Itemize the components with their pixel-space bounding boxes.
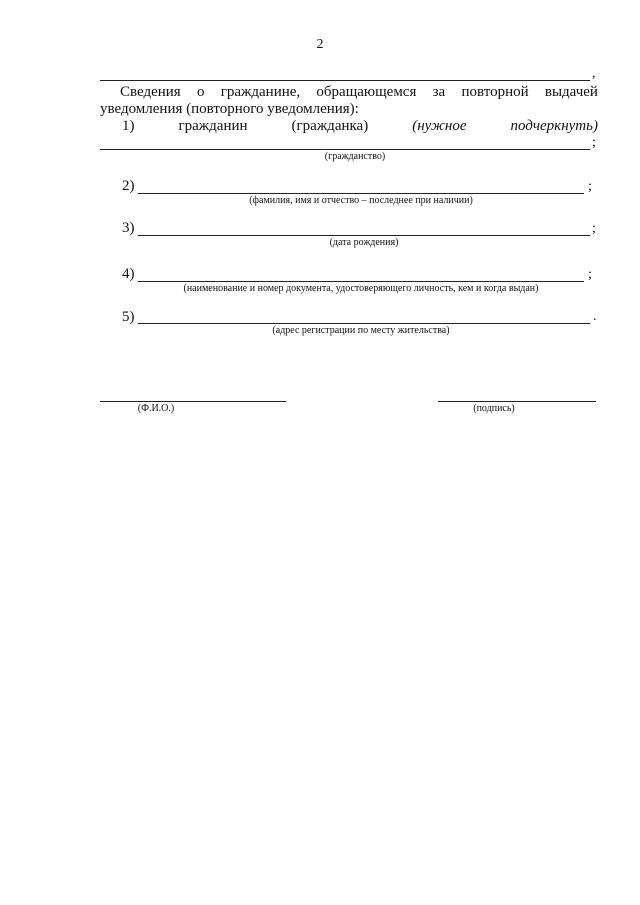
intro-line-2: уведомления (повторного уведомления): <box>100 101 359 117</box>
full-name-field-line[interactable] <box>138 193 584 194</box>
address-field-line[interactable] <box>138 323 590 324</box>
signature-line[interactable] <box>438 401 596 402</box>
id-document-field-line[interactable] <box>138 281 584 282</box>
item-1-italic-word: подчеркнуть) <box>510 118 598 134</box>
item-4-line-end: ; <box>588 267 592 282</box>
item-1-word: (гражданка) <box>291 118 369 134</box>
intro-word: выдачей <box>544 84 598 100</box>
item-1-word: гражданин <box>178 118 248 134</box>
citizenship-field-line[interactable] <box>100 149 590 150</box>
item-5-number: 5) <box>122 309 135 325</box>
intro-word: за <box>432 84 446 100</box>
item-3-number: 3) <box>122 220 135 236</box>
header-blank-line <box>100 80 590 81</box>
address-caption: (адрес регистрации по месту жительства) <box>272 325 450 336</box>
intro-word: обращающемся <box>316 84 417 100</box>
item-2-line-end: ; <box>588 179 592 194</box>
citizenship-caption: (гражданство) <box>324 151 386 162</box>
full-name-caption: (фамилия, имя и отчество – последнее при наличии) <box>249 195 473 206</box>
intro-line-1 <box>100 84 598 101</box>
header-line-end: , <box>592 66 596 81</box>
birth-date-caption: (дата рождения) <box>329 237 399 248</box>
item-4-number: 4) <box>122 266 135 282</box>
fio-signature-line[interactable] <box>100 401 286 402</box>
intro-word: о <box>196 84 205 100</box>
signature-caption: (подпись) <box>473 403 515 414</box>
item-2-number: 2) <box>122 178 135 194</box>
item-1-number: 1) <box>122 118 135 134</box>
item-1-italic-word: (нужное <box>412 118 467 134</box>
id-document-caption: (наименование и номер документа, удостоверяющего личность, кем и когда выдан) <box>183 283 539 294</box>
item-5-line-end: . <box>593 309 597 324</box>
item-1-line-end: ; <box>592 135 596 150</box>
item-1-text <box>122 118 598 135</box>
page-number: 2 <box>316 37 324 52</box>
item-3-line-end: ; <box>592 221 596 236</box>
intro-word: гражданине, <box>220 84 301 100</box>
intro-word: повторной <box>461 84 529 100</box>
fio-caption: (Ф.И.О.) <box>137 403 175 414</box>
intro-word: Сведения <box>120 84 181 100</box>
birth-date-field-line[interactable] <box>138 235 590 236</box>
